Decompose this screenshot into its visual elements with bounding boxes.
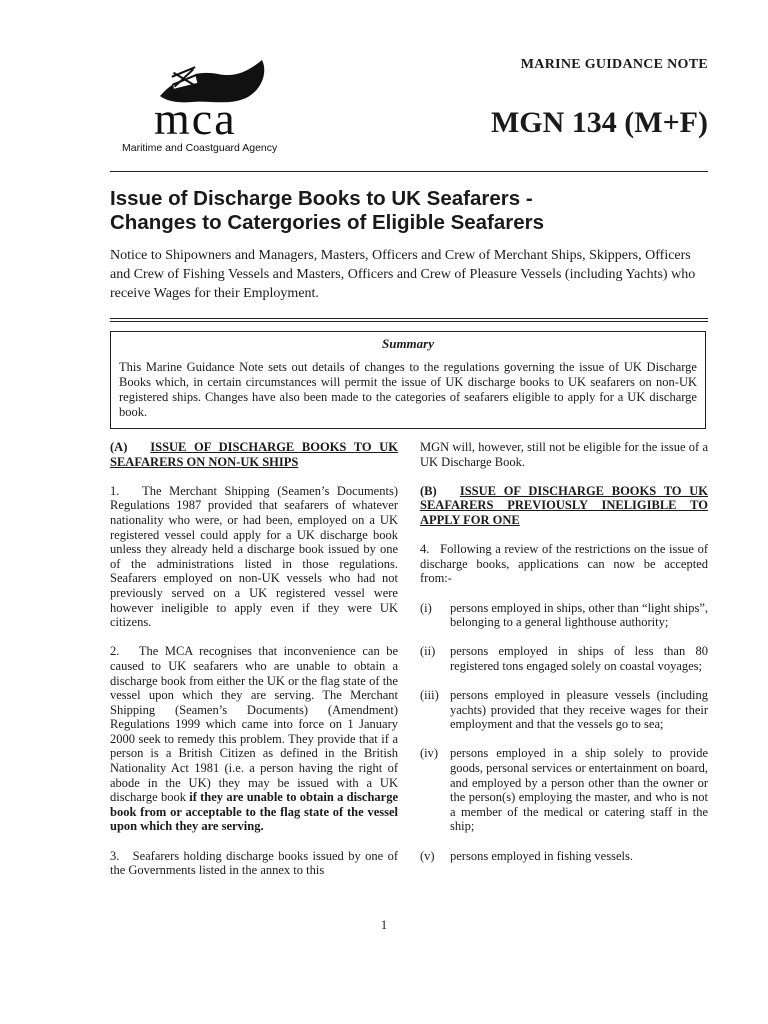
summary-divider-bottom [110,321,708,322]
list-item-text: persons employed in a ship solely to provide goods, personal services or entertainment on board, and employed by a person other than the owner or the person(s) employing the master, and who is not a member of the medical or catering staff in the ship; [450,746,708,834]
list-item-text: persons employed in fishing vessels. [450,848,633,863]
section-b-title: ISSUE OF DISCHARGE BOOKS TO UK SEAFARERS PREVIOUSLY INELIGIBLE TO APPLY FOR ONE [420,483,708,527]
list-item [420,644,708,673]
title-line-1: Issue of Discharge Books to UK Seafarers - [110,187,533,210]
section-b-prefix: (B) [420,483,437,498]
list-item-text: persons employed in pleasure vessels (including yachts) provided that they receive wages for their employment and that the vessels go to sea; [450,688,708,732]
paragraph-2-text: 2. The MCA recognises that inconvenience can be caused to UK seafarers who are unable to obtain a discharge book from either the UK or the flag state of the vessel upon which they are serving. The Merchant Shipping (Seamen’s Documents) (Amendment) Regulations 1999 which came into force on 1 January 2000 seek to remedy this problem. They provide that if a person is a British Citizen as defined in the British Nationality Act 1981 (i.e. a person having the right of abode in the UK) they may be issued with a UK discharge book [110,644,398,805]
page-title [110,187,710,235]
list-item-number: (i) [420,600,432,615]
summary-body: This Marine Guidance Note sets out details of changes to the regulations governing the issue of UK Discharge Books which, in certain circumstances will permit the issue of UK discharge books to UK seafarers on non-UK registered ships. Changes have also been made to the categories of seafarers eligible to apply for a UK discharge book. [119,360,697,419]
summary-divider-top [110,318,708,319]
summary-title: Summary [381,336,434,351]
list-item-number: (iv) [420,746,439,761]
summary-box [110,331,706,429]
page-number: 1 [380,918,388,932]
list-item [420,601,708,630]
left-column [110,440,398,892]
list-item [420,746,708,834]
paragraph-2-emphasis: if they are unable to obtain a discharge book from or acceptable to the flag state of the vessel upon which they are serving. [110,790,399,834]
paragraph-3: 3. Seafarers holding discharge books issued by one of the Governments listed in the annex to this [110,848,398,878]
notice-audience: Notice to Shipowners and Managers, Masters, Officers and Crew of Merchant Ships, Skippers, Officers and Crew of Fishing Vessels and Masters, Officers and Crew of Pleasure Vessels (including Yachts) who receive Wages for their Employment. [110,248,696,301]
logo-wordmark: mca [154,93,237,144]
mca-logo [122,56,322,158]
paragraph-3-continuation: MGN will, however, still not be eligible for the issue of a UK Discharge Book. [420,440,708,469]
document-type-label: MARINE GUIDANCE NOTE [520,57,708,72]
title-line-2: Changes to Catergories of Eligible Seafarers [110,211,545,234]
list-item-number: (v) [420,848,435,863]
paragraph-1: 1. The Merchant Shipping (Seamen’s Documents) Regulations 1987 provided that seafarers of whatever nationality who were, or had been, employed on a UK registered vessel could apply for a UK discharge book unless they already held a discharge book issued by one of the administrations listed in those regulations. Seafarers employed on non-UK vessels who had not previously served on a UK registered vessel were however ineligible to apply even if they were UK citizens. [110,483,398,630]
list-item-number: (ii) [420,644,436,659]
section-a-prefix: (A) [110,440,128,454]
agency-name: Maritime and Coastguard Agency [122,142,278,154]
paragraph-4: 4. Following a review of the restrictions on the issue of discharge books, applications can now be accepted from:- [420,542,708,586]
list-item [420,688,708,732]
section-a-title: ISSUE OF DISCHARGE BOOKS TO UK SEAFARERS ON NON-UK SHIPS [110,440,398,469]
document-number: MGN 134 (M+F) [490,106,708,139]
list-item-number: (iii) [420,688,439,703]
list-item [420,849,708,864]
section-b-heading [420,484,708,528]
header-divider [110,171,708,172]
list-item-text: persons employed in ships, other than “light ships”, belonging to a general lighthouse authority; [450,600,708,630]
paragraph-2 [110,644,398,834]
section-a-heading [110,440,398,469]
right-column [420,440,708,878]
list-item-text: persons employed in ships of less than 80 registered tons engaged solely on coastal voyages; [450,644,708,673]
